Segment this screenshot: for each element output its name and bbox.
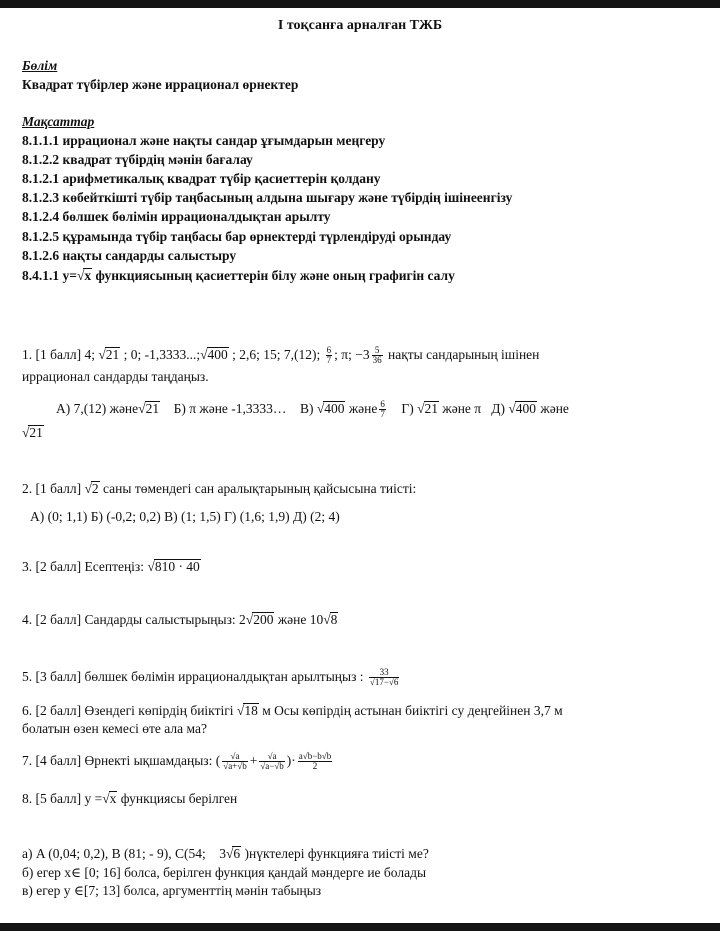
page-title: I тоқсанға арналған ТЖБ	[277, 18, 443, 33]
task-1-options	[56, 400, 706, 419]
goal-item: 8.1.2.6 нақты сандарды салыстыру	[22, 248, 237, 263]
task-2: 2. [1 балл] √2 саны төмендегі сан аралықтарының қайсысына тиісті:	[22, 481, 417, 496]
task-1-option-e-cont: √21	[22, 425, 43, 440]
option-e[interactable]: Д) √400 және	[491, 401, 569, 416]
option-a[interactable]: А) 7,(12) және√21	[56, 401, 160, 416]
goal-item: 8.1.2.3 көбейткішті түбір таңбасының алдына шығару және түбірдің ішінеенгізу	[22, 190, 513, 205]
task-3: 3. [2 балл] Есептеңіз: √810 · 40	[22, 559, 200, 574]
task-6-line2: болатын өзен кемесі өте ала ма?	[22, 721, 207, 736]
task-7: 7. [4 балл] Өрнекті ықшамдаңыз: ( $\frac{√a}{√a+√b}$ + $\frac{√a}{√a-√b}$ )· $\frac{a√b-b√b}{2}$	[22, 751, 332, 772]
option-d[interactable]: Г) √21 және π	[401, 401, 482, 416]
task-4: 4. [2 балл] Сандарды салыстырыңыз: 2√200 және 10√8	[22, 612, 338, 627]
bottom-border	[0, 923, 720, 931]
task-8-a: а) A (0,04; 0,2), B (81; - 9), C(54; 3√6 )нүктелері функцияға тиісті ме?	[22, 846, 429, 861]
goal-item: 8.1.2.5 құрамында түбір таңбасы бар өрнектерді түрлендіруді орындау	[22, 229, 452, 244]
goal-item: 8.1.1.1 иррационал және нақты сандар ұғымдарын меңгеру	[22, 133, 386, 148]
option-c[interactable]: В) √400 және $\frac{6}{7}$	[299, 399, 385, 420]
section-label: Бөлім	[22, 58, 58, 73]
goal-item: 8.1.2.4 бөлшек бөлімін иррационалдықтан арылту	[22, 209, 331, 224]
section-text: Квадрат түбірлер және иррационал өрнектер	[22, 77, 299, 92]
goal-item-last: 8.4.1.1 y=√x функциясының қасиеттерін білу және оның графигін салу	[22, 268, 455, 283]
goal-item: 8.1.2.2 квадрат түбірдің мәнін бағалау	[22, 152, 253, 167]
task-2-options[interactable]: А) (0; 1,1) Б) (-0,2; 0,2) В) (1; 1,5) Г) (1,6; 1,9) Д) (2; 4)	[30, 509, 340, 524]
goals-label: Мақсаттар	[22, 114, 95, 129]
task-8-c: в) егер y ∈[7; 13] болса, аргументтің мәнін табыңыз	[22, 883, 322, 898]
goal-item: 8.1.2.1 арифметикалық квадрат түбір қасиеттерін қолдану	[22, 171, 381, 186]
option-b[interactable]: Б) π және -1,3333…	[173, 401, 287, 416]
task-5: 5. [3 балл] бөлшек бөлімін иррационалдықтан арылтыңыз : $\frac{33}{√17-√6}$	[22, 667, 399, 688]
task-1: 1. [1 балл] 4; √21 ; 0; -1,3333...;√400 ; 2,6; 15; 7,(12); $\frac{6}{7}$ ; π; −3 $\frac{5}{36}$ нақты сандарының ішінен	[22, 345, 540, 366]
task-6: 6. [2 балл] Өзендегі көпірдің биіктігі √18 м Осы көпірдің астынан биіктігі су деңгейінен 3,7 м	[22, 703, 563, 718]
task-8: 8. [5 балл] y =√x функциясы берілген	[22, 791, 238, 806]
top-border	[0, 0, 720, 8]
task-1-line2: иррационал сандарды таңдаңыз.	[22, 369, 209, 384]
task-8-b: б) егер x∈ [0; 16] болса, берілген функция қандай мәндерге ие болады	[22, 865, 427, 880]
